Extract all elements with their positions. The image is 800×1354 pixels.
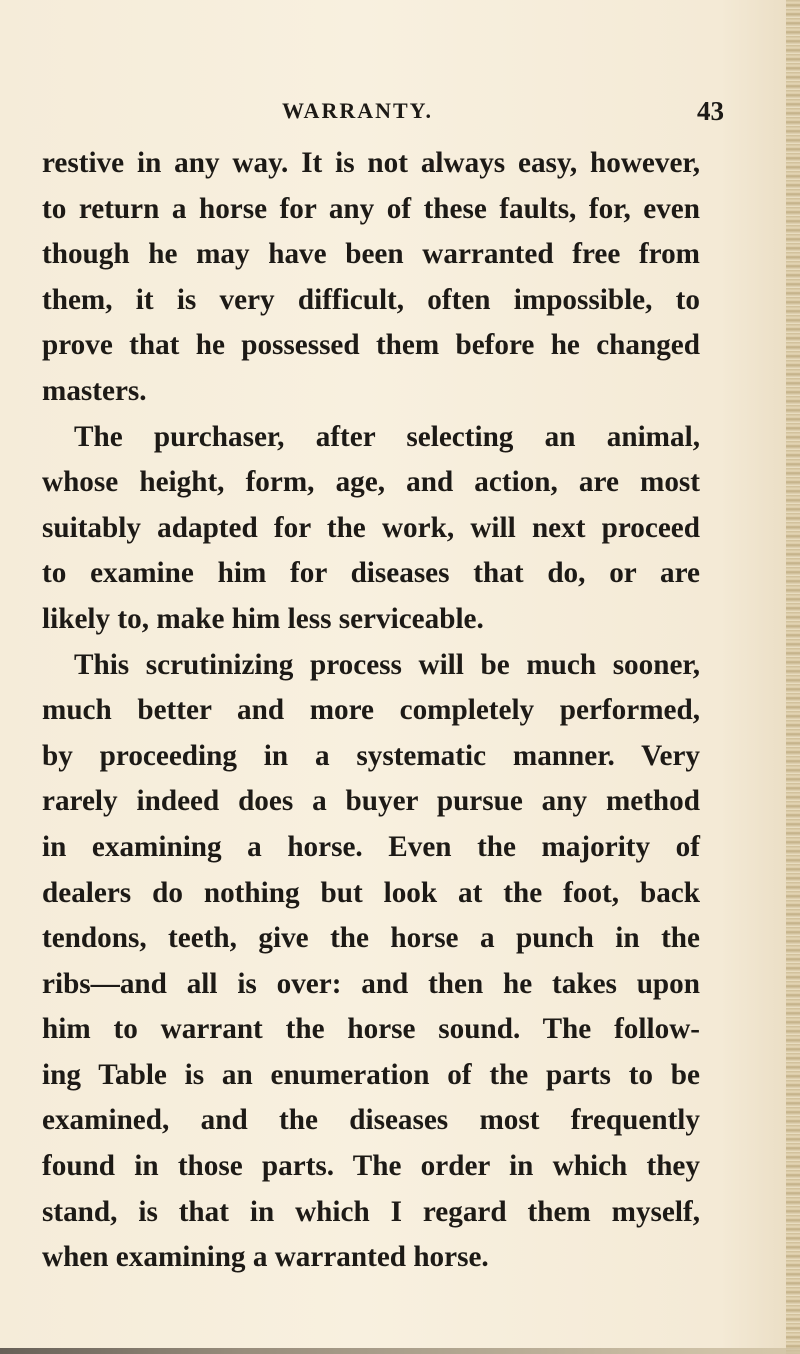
text-line: found in those parts. The order in which they [42,1150,700,1183]
running-head [0,98,800,132]
page-edge-shadow [786,0,800,1354]
text-line: to return a horse for any of these faults, for, even [42,192,700,225]
text-line: though he may have been warranted free from [42,238,700,271]
text-line: restive in any way. It is not always easy, however, [42,147,700,179]
text-line: whose height, form, age, and action, are most [42,466,700,499]
running-title: WARRANTY. [282,98,434,123]
text-line: examined, and the diseases most frequently [42,1104,700,1137]
text-line: by proceeding in a systematic manner. Very [42,739,700,772]
text-line: The purchaser, after selecting an animal, [74,420,700,453]
text-line: suitably adapted for the work, will next proceed [42,511,700,544]
page-number: 43 [697,96,724,126]
text-line: stand, is that in which I regard them myself, [42,1195,700,1228]
text-line: much better and more completely performed, [42,694,700,727]
text-line: rarely indeed does a buyer pursue any method [42,785,700,818]
text-line: ribs—and all is over: and then he takes upon [42,967,700,1000]
text-line: masters. [42,374,147,407]
text-line: This scrutinizing process will be much sooner, [74,648,700,681]
body-text [42,141,700,1281]
text-line: tendons, teeth, give the horse a punch in the [42,922,700,955]
text-line: him to warrant the horse sound. The follow- [42,1013,700,1046]
text-line: likely to, make him less serviceable. [42,602,484,635]
text-line: them, it is very difficult, often impossible, to [42,283,700,316]
text-line: to examine him for diseases that do, or are [42,557,700,590]
text-line: when examining a warranted horse. [42,1241,489,1274]
text-line: in examining a horse. Even the majority of [42,830,700,863]
page-bottom-edge [0,1348,800,1354]
text-line: ing Table is an enumeration of the parts to be [42,1058,700,1091]
text-line: prove that he possessed them before he changed [42,329,700,362]
text-line: dealers do nothing but look at the foot, back [42,876,700,909]
